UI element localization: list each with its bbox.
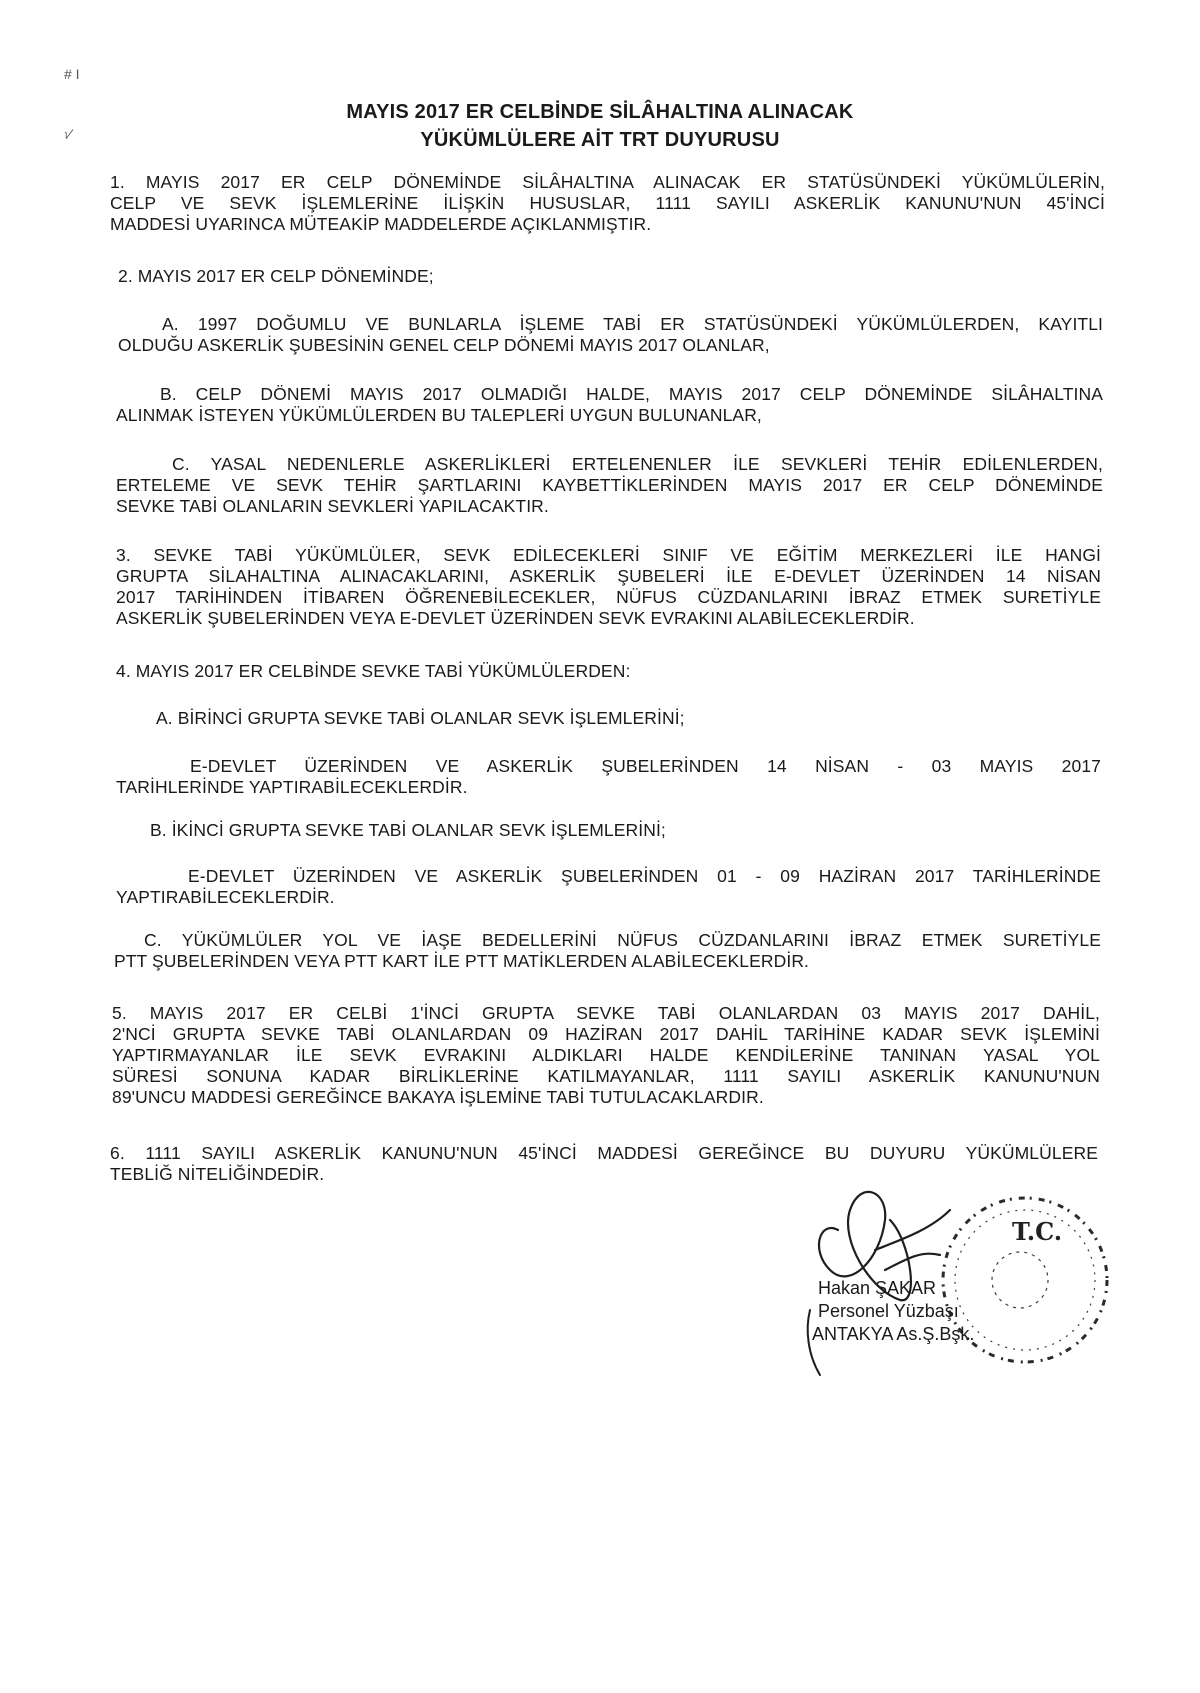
text-line: OLDUĞU ASKERLİK ŞUBESİNİN GENEL CELP DÖNEMİ MAYIS 2017 OLANLAR, [118, 335, 770, 355]
text-line: PTT ŞUBELERİNDEN VEYA PTT KART İLE PTT MATİKLERDEN ALABİLECEKLERDİR. [114, 951, 810, 971]
paragraph-4a-body [116, 756, 1101, 798]
margin-mark-check: √ [61, 125, 75, 143]
text-line: 2. MAYIS 2017 ER CELP DÖNEMİNDE; [118, 266, 434, 286]
text-line: C. YÜKÜMLÜLER YOL VE İAŞE BEDELLERİNİ NÜFUS CÜZDANLARINI İBRAZ ETMEK SURETİYLE [144, 930, 1101, 950]
paragraph-4b-heading [150, 820, 1050, 841]
text-line: TEBLİĞ NİTELİĞİNDEDİR. [110, 1164, 325, 1184]
text-line: 3. SEVKE TABİ YÜKÜMLÜLER, SEVK EDİLECEKLERİ SINIF VE EĞİTİM MERKEZLERİ İLE HANGİ [116, 545, 1101, 565]
text-line: GRUPTA SİLAHALTINA ALINACAKLARINI, ASKERLİK ŞUBELERİ İLE E-DEVLET ÜZERİNDEN 14 NİSAN [116, 566, 1101, 586]
text-line: B. CELP DÖNEMİ MAYIS 2017 OLMADIĞI HALDE, MAYIS 2017 CELP DÖNEMİNDE SİLÂHALTINA [160, 384, 1103, 404]
text-line: C. YASAL NEDENLERLE ASKERLİKLERİ ERTELENENLER İLE SEVKLERİ TEHİR EDİLENLERDEN, [172, 454, 1103, 474]
text-line: ERTELEME VE SEVK TEHİR ŞARTLARINI KAYBETTİKLERİNDEN MAYIS 2017 ER CELP DÖNEMİNDE [116, 475, 1103, 495]
signatory-office: ANTAKYA As.Ş.Bşk. [812, 1324, 975, 1344]
paragraph-3 [116, 545, 1101, 629]
text-line: 2'NCİ GRUPTA SEVKE TABİ OLANLARDAN 09 HAZİRAN 2017 DAHİL TARİHİNE KADAR SEVK İŞLEMİNİ [112, 1024, 1100, 1044]
text-line: 2017 TARİHİNDEN İTİBAREN ÖĞRENEBİLECEKLER, NÜFUS CÜZDANLARINI İBRAZ ETMEK SURETİYLE [116, 587, 1101, 607]
stamp-text: T.C. [1012, 1217, 1063, 1246]
text-line: 5. MAYIS 2017 ER CELBİ 1'İNCİ GRUPTA SEVKE TABİ OLANLARDAN 03 MAYIS 2017 DAHİL, [112, 1003, 1100, 1023]
text-line: A. 1997 DOĞUMLU VE BUNLARLA İŞLEME TABİ ER STATÜSÜNDEKİ YÜKÜMLÜLERDEN, KAYITLI [162, 314, 1103, 334]
text-line: CELP VE SEVK İŞLEMLERİNE İLİŞKİN HUSUSLAR, 1111 SAYILI ASKERLİK KANUNU'NUN 45'İNCİ [110, 193, 1105, 213]
text-line: 6. 1111 SAYILI ASKERLİK KANUNU'NUN 45'İNCİ MADDESİ GEREĞİNCE BU DUYURU YÜKÜMLÜLERE [110, 1143, 1098, 1163]
paragraph-5 [112, 1003, 1100, 1108]
text-line: 89'UNCU MADDESİ GEREĞİNCE BAKAYA İŞLEMİNE TABİ TUTULACAKLARDIR. [112, 1087, 764, 1107]
paragraph-4c [114, 930, 1101, 972]
text-line: SEVKE TABİ OLANLARIN SEVKLERİ YAPILACAKTIR. [116, 496, 549, 516]
margin-mark-top: # I [64, 66, 80, 82]
text-line: YAPTIRABİLECEKLERDİR. [116, 887, 335, 907]
signatory-name: Hakan ŞAKAR [818, 1278, 937, 1298]
document-title [300, 98, 900, 154]
text-line: E-DEVLET ÜZERİNDEN VE ASKERLİK ŞUBELERİNDEN 01 - 09 HAZİRAN 2017 TARİHLERİNDE [188, 866, 1101, 886]
text-line: SÜRESİ SONUNA KADAR BİRLİKLERİNE KATILMAYANLAR, 1111 SAYILI ASKERLİK KANUNU'NUN [112, 1066, 1100, 1086]
paragraph-2c [116, 454, 1103, 517]
text-line: ASKERLİK ŞUBELERİNDEN VEYA E-DEVLET ÜZERİNDEN SEVK EVRAKINI ALABİLECEKLERDİR. [116, 608, 915, 628]
paragraph-2a [118, 314, 1103, 356]
paragraph-4 [116, 661, 1016, 682]
signature-block [790, 1180, 1120, 1400]
title-line: YÜKÜMLÜLERE AİT TRT DUYURUSU [420, 129, 780, 151]
paragraph-2 [118, 266, 1018, 287]
text-line: 1. MAYIS 2017 ER CELP DÖNEMİNDE SİLÂHALTINA ALINACAK ER STATÜSÜNDEKİ YÜKÜMLÜLERİN, [110, 172, 1105, 192]
text-line: TARİHLERİNDE YAPTIRABİLECEKLERDİR. [116, 777, 468, 797]
text-line: E-DEVLET ÜZERİNDEN VE ASKERLİK ŞUBELERİNDEN 14 NİSAN - 03 MAYIS 2017 [190, 756, 1101, 776]
signatory-rank: Personel Yüzbaşı [818, 1301, 959, 1321]
paragraph-2b [116, 384, 1103, 426]
text-line: YAPTIRMAYANLAR İLE SEVK EVRAKINI ALDIKLARI HALDE KENDİLERİNE TANINAN YASAL YOL [112, 1045, 1100, 1065]
text-line: MADDESİ UYARINCA MÜTEAKİP MADDELERDE AÇIKLANMIŞTIR. [110, 214, 652, 234]
text-line: B. İKİNCİ GRUPTA SEVKE TABİ OLANLAR SEVK İŞLEMLERİNİ; [150, 820, 666, 840]
paragraph-4a-heading [156, 708, 1056, 729]
text-line: A. BİRİNCİ GRUPTA SEVKE TABİ OLANLAR SEVK İŞLEMLERİNİ; [156, 708, 685, 728]
paragraph-1 [110, 172, 1105, 235]
paragraph-4b-body [116, 866, 1101, 908]
text-line: 4. MAYIS 2017 ER CELBİNDE SEVKE TABİ YÜKÜMLÜLERDEN: [116, 661, 631, 681]
title-line: MAYIS 2017 ER CELBİNDE SİLÂHALTINA ALINACAK [346, 101, 854, 123]
text-line: ALINMAK İSTEYEN YÜKÜMLÜLERDEN BU TALEPLERİ UYGUN BULUNANLAR, [116, 405, 762, 425]
paragraph-6 [110, 1143, 1098, 1185]
